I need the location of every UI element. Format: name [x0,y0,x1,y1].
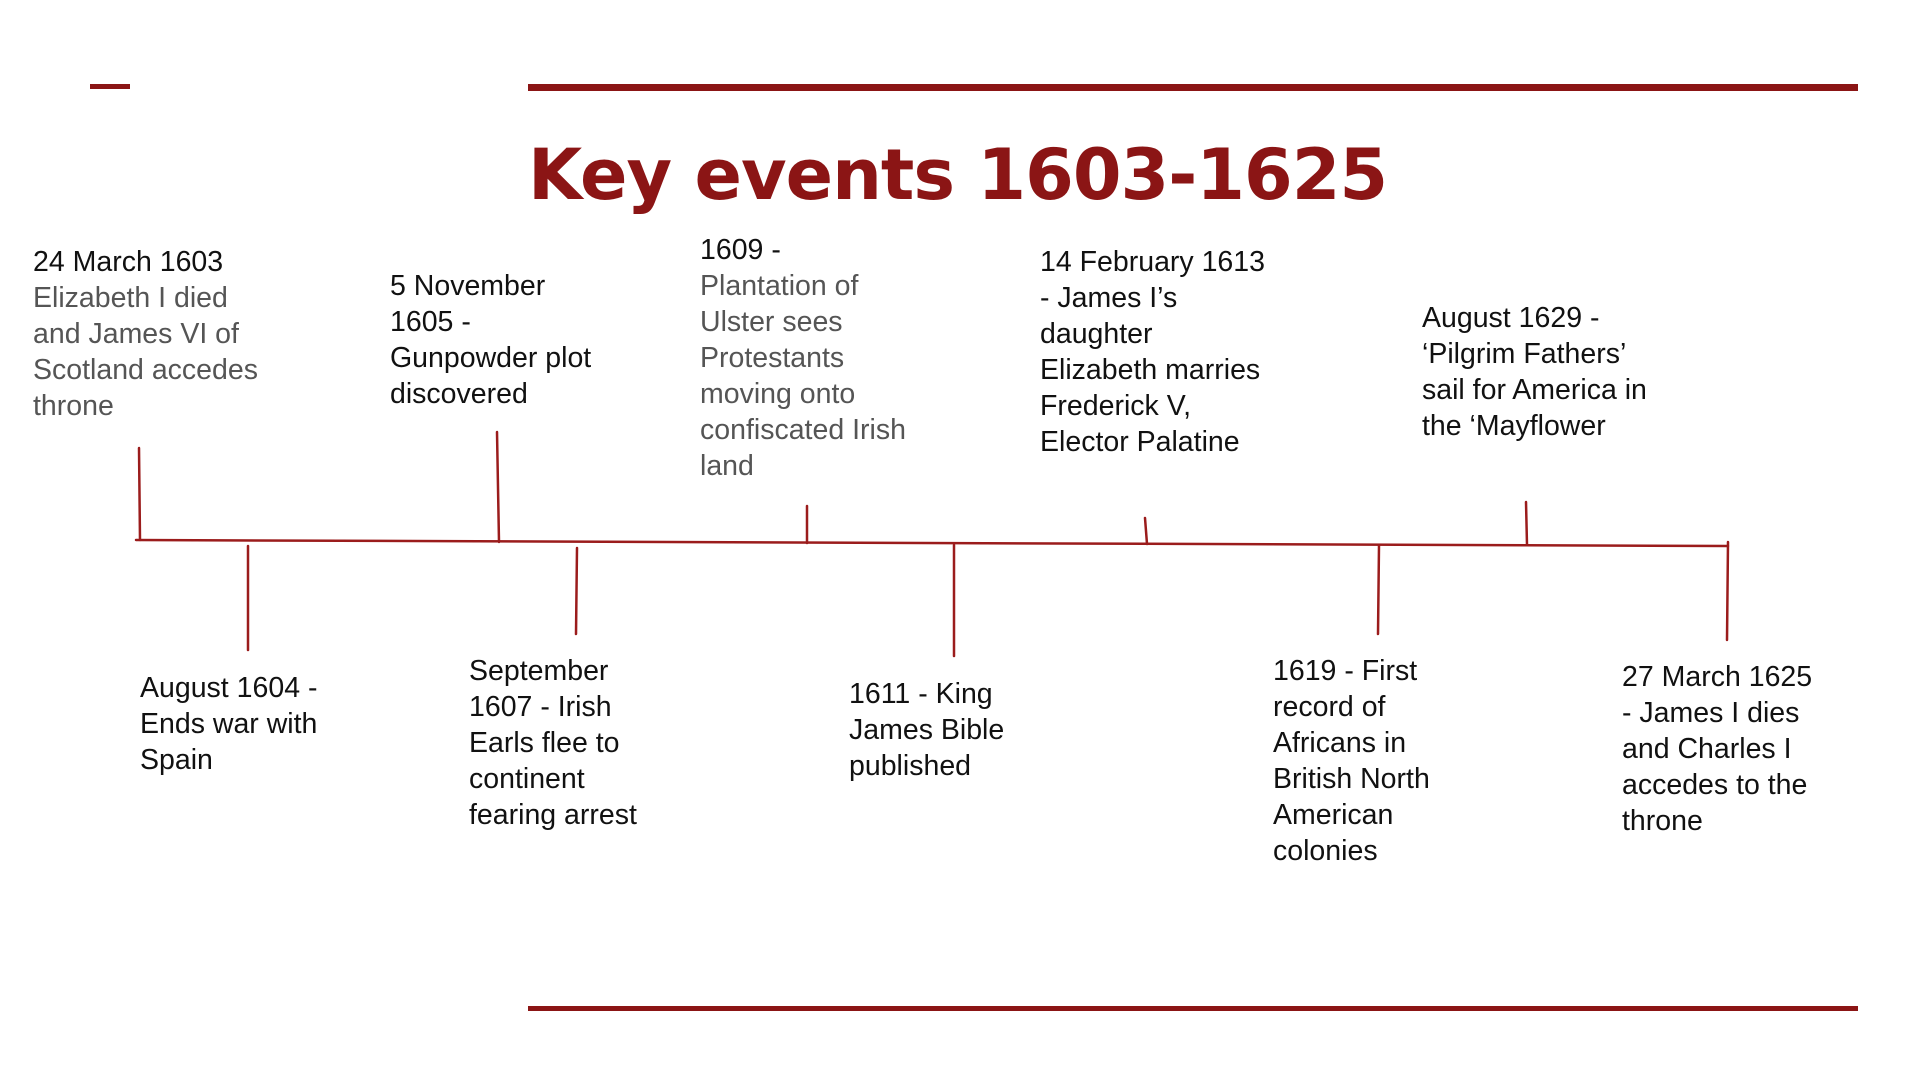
event-description: Plantation of Ulster sees Protestants moving onto confiscated Irish land [700,270,906,482]
event-date: 1609 - [700,234,781,266]
event-date: 27 March 1625 [1622,661,1813,693]
event-date: 14 February 1613 - James I’s [1040,246,1265,314]
event-1625 [1622,659,1847,839]
event-date: 1619 - First [1273,655,1418,687]
event-description: - James I dies and Charles I accedes to the throne [1622,697,1808,837]
event-description: record of Africans in British North American colonies [1273,691,1430,867]
event-description: Gunpowder plot discovered [390,342,592,410]
event-date: 5 November 1605 - [390,270,546,338]
event-description: daughter Elizabeth marries Frederick V, Elector Palatine [1040,318,1261,458]
event-description: ‘Pilgrim Fathers’ sail for America in the ‘Mayflower [1422,338,1647,442]
event-1611 [849,676,1039,784]
event-description: James Bible published [849,714,1005,782]
event-1629 [1422,300,1652,444]
tick-1613 [1145,518,1147,544]
event-1619 [1273,653,1483,869]
timeline-axis [136,540,1728,546]
tick-1605 [497,432,499,542]
event-1613 [1040,244,1270,460]
tick-1603 [139,448,140,540]
tick-1619 [1378,545,1379,634]
event-1609 [700,232,940,484]
event-1604 [140,670,340,778]
event-1607 [469,653,669,833]
event-date: August 1629 - [1422,302,1600,334]
event-date: 1611 - King [849,678,993,710]
slide-title: Key events 1603-1625 [528,134,1388,216]
event-description: Ends war with Spain [140,708,318,776]
event-1605 [390,268,615,412]
tick-1625 [1727,542,1728,640]
event-description: Elizabeth I died and James VI of Scotland accedes throne [33,282,258,422]
event-description: Earls flee to continent fearing arrest [469,727,637,831]
tick-1629 [1526,502,1527,545]
tick-1607 [576,548,577,634]
event-1603 [33,244,273,424]
event-date: 24 March 1603 [33,246,224,278]
event-date: August 1604 - [140,672,318,704]
event-date: September 1607 - Irish [469,655,612,723]
